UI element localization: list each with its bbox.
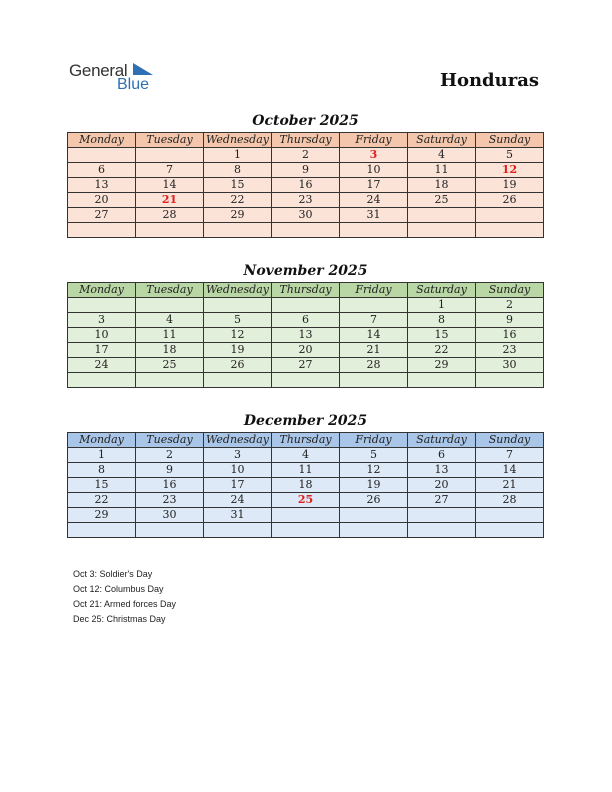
week-row (68, 448, 544, 463)
day-cell: 26 (204, 358, 272, 373)
day-cell: 6 (272, 313, 340, 328)
week-row (68, 178, 544, 193)
holiday-item: Oct 21: Armed forces Day (73, 599, 177, 609)
day-cell: 14 (136, 178, 204, 193)
day-cell: 13 (408, 463, 476, 478)
day-cell: 10 (68, 328, 136, 343)
weekday-header: Sunday (476, 133, 544, 148)
day-cell: 3 (68, 313, 136, 328)
weekday-header: Wednesday (204, 283, 272, 298)
day-cell: 9 (272, 163, 340, 178)
week-row (68, 463, 544, 478)
day-cell: 16 (476, 328, 544, 343)
day-cell: 16 (136, 478, 204, 493)
day-cell: 27 (68, 208, 136, 223)
day-cell: 21 (476, 478, 544, 493)
day-cell: 1 (408, 298, 476, 313)
day-cell (272, 373, 340, 388)
day-cell: 25 (272, 493, 340, 508)
day-cell: 23 (476, 343, 544, 358)
week-row (68, 208, 544, 223)
day-cell: 22 (408, 343, 476, 358)
weekday-header: Monday (68, 133, 136, 148)
day-cell: 3 (340, 148, 408, 163)
day-cell: 27 (408, 493, 476, 508)
day-cell (340, 508, 408, 523)
day-cell (340, 373, 408, 388)
week-row (68, 163, 544, 178)
day-cell: 19 (476, 178, 544, 193)
holiday-item: Dec 25: Christmas Day (73, 614, 166, 624)
day-cell (408, 208, 476, 223)
day-cell: 31 (204, 508, 272, 523)
day-cell (136, 148, 204, 163)
day-cell: 1 (68, 448, 136, 463)
weekday-header: Friday (340, 433, 408, 448)
day-cell (476, 373, 544, 388)
weekday-header: Monday (68, 283, 136, 298)
logo-word-general: General (69, 61, 128, 80)
holiday-list (73, 567, 176, 627)
week-row (68, 313, 544, 328)
day-cell (136, 523, 204, 538)
month-title: October 2025 (252, 113, 359, 129)
day-cell (476, 508, 544, 523)
weekday-header: Saturday (408, 433, 476, 448)
day-cell: 2 (476, 298, 544, 313)
day-cell: 21 (136, 193, 204, 208)
week-row (68, 148, 544, 163)
day-cell: 5 (340, 448, 408, 463)
week-row (68, 478, 544, 493)
day-cell: 30 (272, 208, 340, 223)
day-cell: 23 (136, 493, 204, 508)
holiday-item: Oct 12: Columbus Day (73, 584, 164, 594)
week-row (68, 298, 544, 313)
day-cell: 7 (340, 313, 408, 328)
day-cell: 11 (408, 163, 476, 178)
day-cell (204, 223, 272, 238)
day-cell: 5 (476, 148, 544, 163)
day-cell (408, 223, 476, 238)
day-cell: 2 (136, 448, 204, 463)
day-cell: 8 (204, 163, 272, 178)
holiday-item: Oct 3: Soldier's Day (73, 569, 153, 579)
week-row (68, 508, 544, 523)
day-cell (340, 298, 408, 313)
day-cell: 29 (204, 208, 272, 223)
day-cell (136, 298, 204, 313)
day-cell: 19 (204, 343, 272, 358)
day-cell: 22 (204, 193, 272, 208)
day-cell (340, 523, 408, 538)
weekday-header: Monday (68, 433, 136, 448)
day-cell: 5 (204, 313, 272, 328)
day-cell: 20 (408, 478, 476, 493)
day-cell: 4 (136, 313, 204, 328)
logo-triangle-icon (133, 63, 153, 77)
day-cell: 17 (204, 478, 272, 493)
month-october (67, 112, 544, 238)
day-cell: 8 (408, 313, 476, 328)
day-cell (136, 373, 204, 388)
day-cell (68, 298, 136, 313)
day-cell: 14 (340, 328, 408, 343)
day-cell (68, 148, 136, 163)
day-cell (408, 373, 476, 388)
day-cell (476, 223, 544, 238)
day-cell (204, 523, 272, 538)
day-cell: 21 (340, 343, 408, 358)
week-row (68, 523, 544, 538)
month-title: December 2025 (243, 413, 368, 429)
weekday-header: Thursday (272, 133, 340, 148)
day-cell (68, 373, 136, 388)
day-cell: 18 (136, 343, 204, 358)
day-cell: 17 (68, 343, 136, 358)
weekday-header: Sunday (476, 283, 544, 298)
day-cell: 26 (476, 193, 544, 208)
weekday-header: Friday (340, 283, 408, 298)
day-cell (408, 508, 476, 523)
logo-word-blue: Blue (117, 76, 150, 93)
day-cell: 15 (204, 178, 272, 193)
day-cell: 10 (204, 463, 272, 478)
day-cell: 6 (408, 448, 476, 463)
week-row (68, 193, 544, 208)
day-cell (340, 223, 408, 238)
day-cell: 30 (476, 358, 544, 373)
day-cell: 12 (340, 463, 408, 478)
day-cell: 11 (272, 463, 340, 478)
weekday-header: Sunday (476, 433, 544, 448)
day-cell: 24 (204, 493, 272, 508)
weekday-header: Tuesday (136, 283, 204, 298)
day-cell: 23 (272, 193, 340, 208)
day-cell: 27 (272, 358, 340, 373)
weekday-header: Tuesday (136, 133, 204, 148)
day-cell: 24 (340, 193, 408, 208)
weekday-header-row (68, 283, 544, 298)
weekday-header: Wednesday (204, 433, 272, 448)
day-cell: 13 (272, 328, 340, 343)
day-cell: 10 (340, 163, 408, 178)
day-cell (272, 298, 340, 313)
day-cell: 18 (272, 478, 340, 493)
day-cell: 28 (136, 208, 204, 223)
day-cell: 28 (476, 493, 544, 508)
day-cell: 19 (340, 478, 408, 493)
week-row (68, 373, 544, 388)
week-row (68, 358, 544, 373)
week-row (68, 343, 544, 358)
day-cell (272, 223, 340, 238)
day-cell: 22 (68, 493, 136, 508)
country-title: Honduras (439, 70, 539, 91)
weekday-header: Friday (340, 133, 408, 148)
day-cell: 3 (204, 448, 272, 463)
day-cell: 9 (136, 463, 204, 478)
generalblue-logo (69, 61, 159, 95)
weekday-header: Thursday (272, 283, 340, 298)
day-cell: 11 (136, 328, 204, 343)
day-cell (476, 208, 544, 223)
day-cell: 28 (340, 358, 408, 373)
day-cell: 29 (408, 358, 476, 373)
day-cell (476, 523, 544, 538)
month-title: November 2025 (243, 263, 368, 279)
day-cell (408, 523, 476, 538)
day-cell: 18 (408, 178, 476, 193)
calendar-table-december (67, 432, 544, 538)
day-cell: 9 (476, 313, 544, 328)
day-cell: 24 (68, 358, 136, 373)
day-cell: 4 (272, 448, 340, 463)
day-cell: 12 (204, 328, 272, 343)
day-cell (204, 298, 272, 313)
day-cell: 17 (340, 178, 408, 193)
day-cell: 26 (340, 493, 408, 508)
day-cell: 15 (408, 328, 476, 343)
day-cell: 29 (68, 508, 136, 523)
day-cell: 1 (204, 148, 272, 163)
day-cell: 20 (272, 343, 340, 358)
month-december (67, 412, 544, 538)
day-cell (68, 523, 136, 538)
weekday-header: Saturday (408, 283, 476, 298)
day-cell: 8 (68, 463, 136, 478)
day-cell: 31 (340, 208, 408, 223)
day-cell: 2 (272, 148, 340, 163)
day-cell: 30 (136, 508, 204, 523)
day-cell: 7 (476, 448, 544, 463)
weekday-header: Wednesday (204, 133, 272, 148)
day-cell: 6 (68, 163, 136, 178)
month-november (67, 262, 544, 388)
week-row (68, 328, 544, 343)
day-cell: 16 (272, 178, 340, 193)
day-cell: 12 (476, 163, 544, 178)
day-cell (136, 223, 204, 238)
day-cell: 7 (136, 163, 204, 178)
day-cell (204, 373, 272, 388)
week-row (68, 223, 544, 238)
day-cell: 4 (408, 148, 476, 163)
weekday-header: Saturday (408, 133, 476, 148)
calendar-table-october (67, 132, 544, 238)
calendar-table-november (67, 282, 544, 388)
day-cell (68, 223, 136, 238)
day-cell: 15 (68, 478, 136, 493)
day-cell: 25 (136, 358, 204, 373)
weekday-header-row (68, 133, 544, 148)
weekday-header-row (68, 433, 544, 448)
weekday-header: Tuesday (136, 433, 204, 448)
day-cell (272, 508, 340, 523)
week-row (68, 493, 544, 508)
day-cell: 25 (408, 193, 476, 208)
day-cell: 14 (476, 463, 544, 478)
day-cell: 13 (68, 178, 136, 193)
day-cell (272, 523, 340, 538)
weekday-header: Thursday (272, 433, 340, 448)
day-cell: 20 (68, 193, 136, 208)
